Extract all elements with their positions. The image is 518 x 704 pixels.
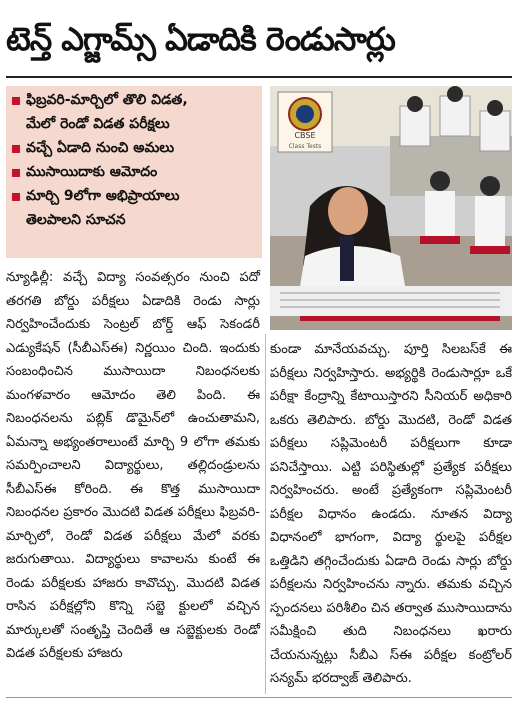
highlight-item	[12, 161, 258, 184]
article-body-left-column: న్యూఢిల్లీ: వచ్చే విద్యా సంవత్సరం నుంచి పదో తరగతి బోర్డు పరీక్షలు ఏడాదికి రెండు సార్లు నిర్వహించేందుకు సెంట్రల్ బోర్డ్ ఆఫ్ సెకండరీ ఎడ్యుకేషన్ (సీబీఎస్‌ఈ) నిర్ణయిం చింది. ఇందుకు సంబంధించిన ముసాయిదా నిబంధనలకు మంగళవారం ఆమోదం తెలి పింది. ఈ నిబంధనలను పబ్లిక్ డొమైన్‌లో ఉంచుతామని, ఏమన్నా అభ్యంతరాలుంటే మార్చి 9 లోగా తమకు సమర్పించాలని విద్యార్థులు, తల్లిదండ్రులను సీబీఎస్‌ఈ కోరింది. ఈ కొత్త ముసాయిదా నిబంధనల ప్రకారం మొదటి విడత పరీక్షలు ఫిబ్రవరి-మార్చిలో, రెండో విడత పరీక్షలు మేలో వరకు జరుగుతాయి. విద్యార్థులు కావాలను కుంటే ఈ రెండు పరీక్షలకు హాజరు కావొచ్చు. మొదటి విడత రాసిన పరీక్షల్లోని కొన్ని సబ్జె క్టులలో వచ్చిన మార్కులతో సంతృప్తి చెందితే ఆ సబ్జెక్టులకు రెండో విడత పరీక్షలకు హాజరు	[6, 270, 260, 661]
highlight-item	[12, 185, 258, 208]
highlight-text: ముసాయిదాకు ఆమోదం	[26, 164, 158, 180]
bullet-icon	[12, 97, 20, 105]
bullet-icon	[12, 145, 20, 153]
logo-caption: Class Tests	[288, 143, 322, 150]
highlight-item	[12, 137, 258, 160]
highlight-text-continued: తెలపాలని సూచన	[26, 212, 126, 228]
bottom-rule	[6, 697, 512, 698]
bullet-icon	[12, 193, 20, 201]
logo-text: CBSE	[294, 131, 316, 140]
cbse-logo	[278, 92, 332, 152]
column-divider	[265, 334, 266, 694]
highlight-text-continued: మేలో రెండో విడత పరీక్షలు	[26, 116, 170, 132]
highlight-text: ఫిబ్రవరి-మార్చిలో తొలి విడత,	[26, 92, 188, 108]
headline: టెన్త్ ఎగ్జామ్స్ ఏడాదికి రెండుసార్లు	[6, 20, 395, 58]
highlights-box	[6, 86, 262, 258]
exam-hall-illustration	[270, 86, 512, 330]
highlight-text: వచ్చే ఏడాది నుంచి అమలు	[26, 140, 175, 156]
highlight-text: మార్చి 9లోగా అభిప్రాయాలు	[26, 188, 180, 204]
news-photo	[270, 86, 512, 330]
headline-rule	[6, 76, 512, 78]
bullet-icon	[12, 169, 20, 177]
highlight-item	[12, 89, 258, 112]
article-body-right-column: కుండా మానేయవచ్చు. పూర్తి సిలబస్‌కే ఈ పరీక్షలు నిర్వహిస్తారు. అభ్యర్థికి రెండుసార్లూ ఒకే పరీక్షా కేంద్రాన్ని కేటాయిస్తారని సీనియర్ అధికారి ఒకరు తెలిపారు. బోర్డు మొదటి, రెండో విడత పరీక్షలు సప్లిమెంటరీ పరీక్షలుగా కూడా పనిచేస్తాయి. ఎట్టి పరిస్థితుల్లో ప్రత్యేక పరీక్షలు నిర్వహించరు. అంటే ప్రత్యేకంగా సప్లిమెంటరీ పరీక్షల విధానం ఉండదు. నూతన విద్యా విధానంలో భాగంగా, విద్యా ర్థులపై పరీక్షల ఒత్తిడిని తగ్గించేందుకు ఏడాది రెండు సార్లు బోర్డు పరీక్షలను నిర్వహించను న్నారు. తమకు వచ్చిన స్పందనలు పరిశీలిం చిన తర్వాత ముసాయిదాను సమీక్షించి తుది నిబంధనలు ఖరారు చేయనున్నట్లు సీబీఎ స్‌ఈ పరీక్షల కంట్రోలర్ సన్యమ్ భరద్వాజ్ తెలిపారు.	[270, 342, 512, 686]
